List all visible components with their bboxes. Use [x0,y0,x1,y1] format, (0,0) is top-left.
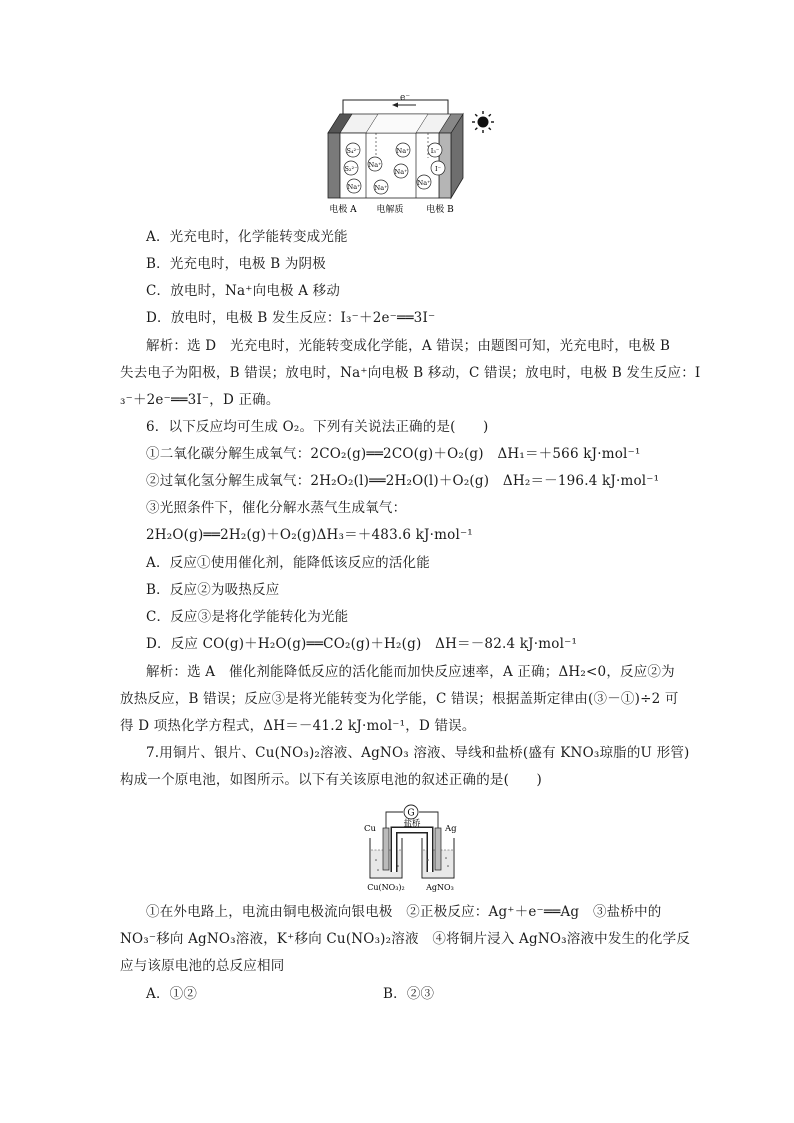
q6-stem: 6．以下反应均可生成 O₂。下列有关说法正确的是( ) [146,419,489,435]
q7-option-a: A．①② [146,986,198,1002]
sun-icon [472,111,494,133]
svg-text:I⁻: I⁻ [435,165,441,173]
svg-text:I₃⁻: I₃⁻ [430,147,440,155]
ion-middle-4 [374,180,388,194]
q7-stem-line-1: 7.用铜片、银片、Cu(NO₃)₂溶液、AgNO₃ 溶液、导线和盐桥(盛有 KNO₃琼脂的U 形管) [146,745,690,761]
svg-text:Na⁺: Na⁺ [347,183,361,191]
q6-reaction-3-equation: 2H₂O(g)══2H₂(g)＋O₂(g)ΔH₃＝＋483.6 kJ·mol⁻¹ [146,527,473,543]
q7-statement-line-1: ①在外电路上，电流由铜电极流向银电极 ②正极反应：Ag⁺＋e⁻══Ag ③盐桥中的 [146,904,662,920]
svg-text:Na⁺: Na⁺ [417,179,431,187]
label-electrode-b: 电极 B [426,205,454,215]
q6-option-c: C．反应③是将化学能转化为光能 [146,609,349,625]
q6-analysis-line-2: 放热反应，B 错误；反应③是将光能转变为化学能，C 错误；根据盖斯定律由(③－①)÷2 可 [120,691,679,707]
q6-option-d: D．反应 CO(g)＋H₂O(g)══CO₂(g)＋H₂(g) ΔH＝－82.4 kJ·mol⁻¹ [146,636,578,652]
salt-bridge-label: 盐桥 [403,819,421,829]
label-electrolyte: 电解质 [376,205,404,215]
q5-option-c: C．放电时，Na⁺向电极 A 移动 [146,283,341,299]
ion-left-3 [347,179,361,193]
q7-stem-line-2: 构成一个原电池，如图所示。以下有关该原电池的叙述正确的是( ) [120,772,542,788]
external-wire [343,100,448,114]
ag-label: Ag [445,824,457,834]
q5-option-b: B．光充电时，电极 B 为阴极 [146,256,326,272]
copper-electrode [383,828,389,870]
q6-reaction-3: ③光照条件下，催化分解水蒸气生成氧气： [146,500,407,516]
q6-reaction-2: ②过氧化氢分解生成氧气：2H₂O₂(l)══2H₂O(l)＋O₂(g) ΔH₂＝－196.4 kJ·mol⁻¹ [146,473,660,489]
q6-reaction-1: ①二氧化碳分解生成氧气：2CO₂(g)══2CO(g)＋O₂(g) ΔH₁＝＋566 kJ·mol⁻¹ [146,446,641,462]
ion-middle-2 [368,157,382,171]
svg-text:Na⁺: Na⁺ [368,161,382,169]
silver-electrode [435,828,441,870]
galvanic-cell-figure [358,800,468,894]
ion-right-3 [417,175,431,189]
ion-right-2 [431,161,445,175]
solution-left-label: Cu(NO₃)₂ [367,883,405,892]
q5-option-a: A．光充电时，化学能转变成光能 [146,229,348,245]
ion-right-1 [428,143,442,157]
q6-option-a: A．反应①使用催化剂，能降低该反应的活化能 [146,555,430,571]
ion-middle-1 [396,143,410,157]
svg-text:Na⁺: Na⁺ [396,147,410,155]
svg-text:Na⁺: Na⁺ [394,168,408,176]
q6-analysis-line-1: 解析：选 A 催化剂能降低反应的活化能而加快反应速率，A 正确；ΔH₂<0，反应②为 [146,664,675,680]
galvanometer-icon [404,805,418,819]
q5-analysis-line-2: 失去电子为阳极，B 错误；放电时，Na⁺向电极 B 移动，C 错误；放电时，电极 B 发生反应：I [120,365,701,381]
ion-middle-3 [394,164,408,178]
svg-text:S₂²⁻: S₂²⁻ [344,165,358,173]
cu-label: Cu [364,824,376,834]
svg-text:S₄²⁻: S₄²⁻ [346,147,360,155]
q5-analysis-line-3: ₃⁻＋2e⁻══3I⁻，D 正确。 [120,392,280,408]
solution-right-label: AgNO₃ [426,883,454,892]
label-electrode-a: 电极 A [329,205,357,215]
ion-left-1 [346,143,360,157]
q5-analysis-line-1: 解析：选 D 光充电时，光能转变成化学能，A 错误；由题图可知，光充电时，电极 B [146,338,671,354]
battery-figure [318,88,503,218]
q7-statement-line-3: 应与该原电池的总反应相同 [120,958,285,974]
svg-text:G: G [407,808,415,819]
q6-analysis-line-3: 得 D 项热化学方程式，ΔH＝－41.2 kJ·mol⁻¹，D 错误。 [120,718,476,734]
q6-option-b: B．反应②为吸热反应 [146,582,280,598]
q7-option-b: B．②③ [383,986,435,1002]
ion-left-2 [344,161,358,175]
q7-statement-line-2: NO₃⁻移向 AgNO₃溶液，K⁺移向 Cu(NO₃)₂溶液 ④将铜片浸入 AgNO₃溶液中发生的化学反 [120,931,691,947]
electron-label: e⁻ [400,93,411,103]
q5-option-d: D．放电时，电极 B 发生反应：I₃⁻＋2e⁻══3I⁻ [146,310,436,326]
svg-text:Na⁺: Na⁺ [374,184,388,192]
